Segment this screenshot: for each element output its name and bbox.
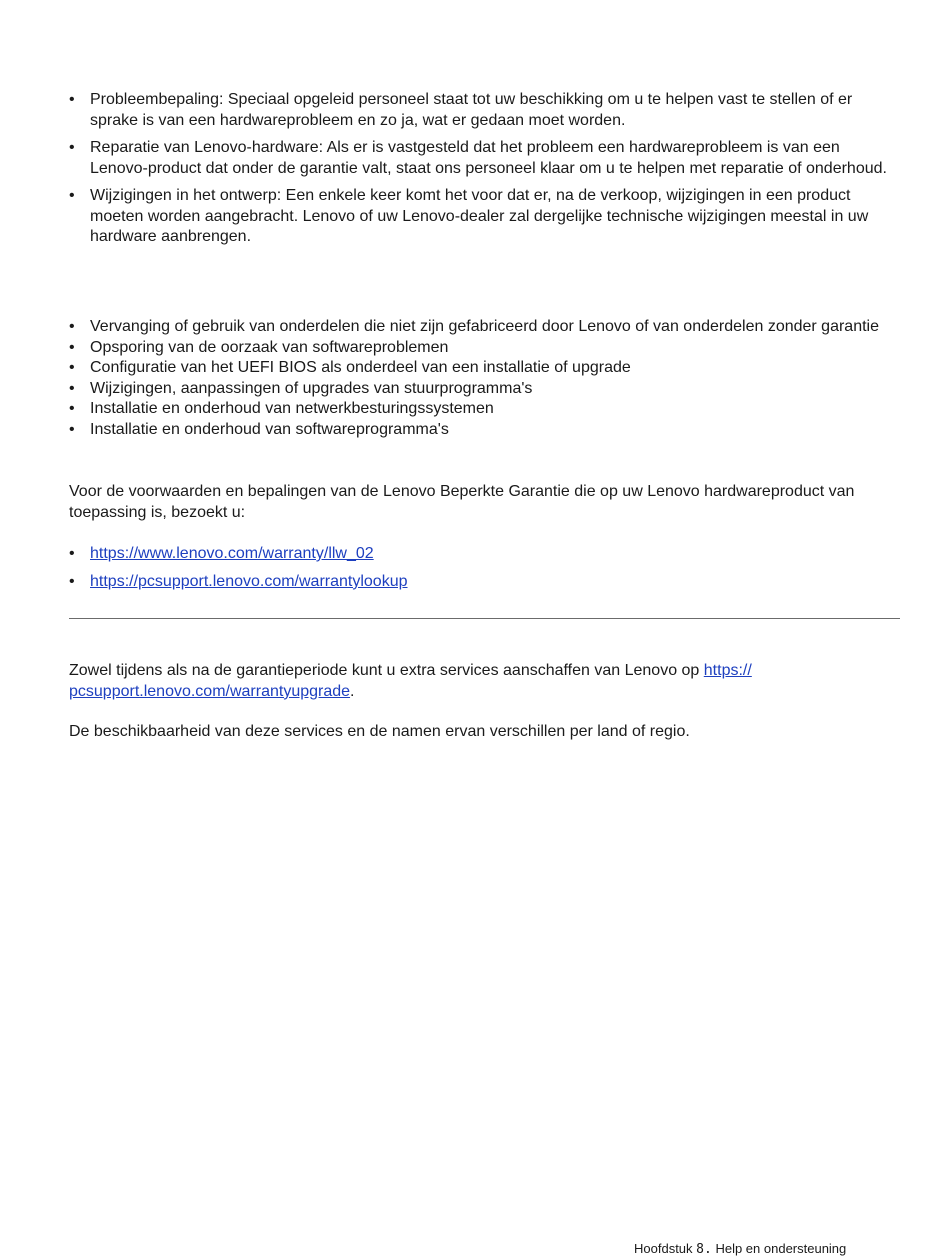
footer-chapter-title: Help en ondersteuning (715, 1241, 847, 1256)
horizontal-divider (69, 618, 900, 619)
list-item-hardware-repair: • Reparatie van Lenovo-hardware: Als er is vastgesteld dat het probleem een hardwareprobleem is van een Lenovo-product dat onder de garantie valt, staat ons personeel klaar om u te helpen met reparatie of onderhoud. (69, 138, 899, 179)
warranty-lookup-link[interactable]: https://pcsupport.lenovo.com/warrantylookup (90, 572, 408, 590)
list-item-warranty-link (69, 572, 899, 593)
availability-paragraph: De beschikbaarheid van deze services en de namen ervan verschillen per land of regio. (69, 723, 690, 740)
excluded-services-list (69, 317, 899, 440)
list-item-parts-replacement: • Vervanging of gebruik van onderdelen die niet zijn gefabriceerd door Lenovo of van onderdelen zonder garantie (69, 317, 899, 338)
footer-chapter-number: 8. (696, 1242, 712, 1257)
warranty-links-list (69, 544, 899, 599)
footer-chapter-label: Hoofdstuk (634, 1241, 693, 1256)
warranty-upgrade-link-part1[interactable]: https:// (703, 662, 752, 679)
warranty-upgrade-link-part2[interactable]: pcsupport.lenovo.com/warrantyupgrade (69, 682, 351, 700)
list-item-software-programs: • Installatie en onderhoud van softwareprogramma's (69, 420, 899, 441)
warranty-intro-paragraph: Voor de voorwaarden en bepalingen van de Lenovo Beperkte Garantie die op uw Lenovo hardwareproduct van toepassing is, bezoekt u: (69, 483, 855, 521)
service-list (69, 90, 899, 255)
extra-services-period: . (350, 682, 355, 700)
list-item-engineering-changes: • Wijzigingen in het ontwerp: Een enkele keer komt het voor dat er, na de verkoop, wijzigingen in een product moeten worden aangebracht. Lenovo of uw Lenovo-dealer zal dergelijke technische wijzigingen meestal in uw hardware aanbrengen. (69, 186, 899, 248)
page-footer (634, 1240, 846, 1258)
list-item-problem-determination: • Probleembepaling: Speciaal opgeleid personeel staat tot uw beschikking om u te helpen vast te stellen of er sprake is van een hardwareprobleem en zo ja, wat er gedaan moet worden. (69, 90, 899, 131)
list-item-uefi-bios-config: • Configuratie van het UEFI BIOS als onderdeel van een installatie of upgrade (69, 358, 899, 379)
list-item-warranty-link (69, 544, 899, 565)
list-item-driver-changes: • Wijzigingen, aanpassingen of upgrades van stuurprogramma's (69, 379, 899, 400)
list-item-network-os: • Installatie en onderhoud van netwerkbesturingssystemen (69, 399, 899, 420)
extra-services-paragraph (69, 661, 899, 702)
warranty-link-llw[interactable]: https://www.lenovo.com/warranty/llw_02 (90, 545, 374, 562)
list-item-software-problems: • Opsporing van de oorzaak van softwareproblemen (69, 338, 899, 359)
extra-services-text: Zowel tijdens als na de garantieperiode kunt u extra services aanschaffen van Lenovo op (69, 662, 704, 679)
